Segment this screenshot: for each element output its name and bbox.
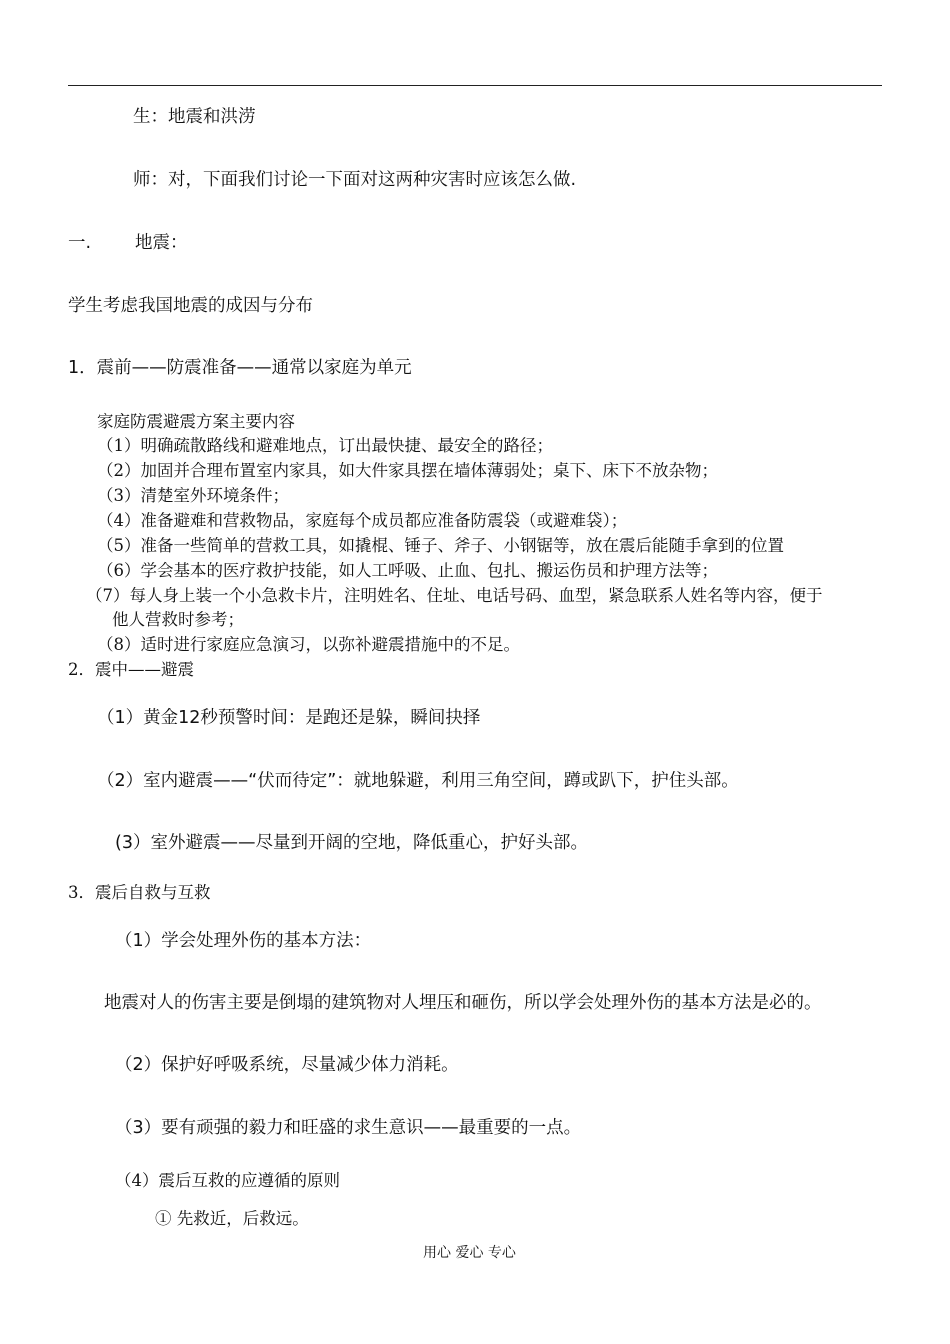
plan-item: （8）适时进行家庭应急演习，以弥补避震措施中的不足。	[97, 635, 520, 654]
dialogue-student: 生：地震和洪涝	[133, 107, 256, 127]
after-paragraph: 地震对人的伤害主要是倒塌的建筑物对人埋压和砸伤，所以学会处理外伤的基本方法是必的。	[104, 993, 822, 1013]
plan-item: （5）准备一些简单的营救工具，如撬棍、锤子、斧子、小钢锯等，放在震后能随手拿到的位置	[97, 536, 784, 555]
principle-item: ① 先救近，后救远。	[155, 1209, 309, 1228]
page-footer: 用心 爱心 专心	[423, 1245, 516, 1261]
plan-item: （2）加固并合理布置室内家具，如大件家具摆在墙体薄弱处；桌下、床下不放杂物；	[97, 461, 718, 480]
plan-title: 家庭防震避震方案主要内容	[97, 412, 295, 431]
header-rule	[68, 85, 882, 86]
plan-item: （7）每人身上装一个小急救卡片，注明姓名、住址、电话号码、血型，紧急联系人姓名等内容，便于	[86, 586, 823, 605]
heading-after-quake: 3．震后自救与互救	[68, 883, 211, 902]
plan-item: （3）清楚室外环境条件；	[97, 486, 289, 505]
plan-item: （4）准备避难和营救物品，家庭每个成员都应准备防震袋（或避难袋）；	[97, 511, 628, 530]
after-item: （4）震后互救的应遵循的原则	[115, 1171, 340, 1190]
heading-before-quake: 1．震前——防震准备——通常以家庭为单元	[68, 358, 412, 378]
plan-item: （6）学会基本的医疗救护技能，如人工呼吸、止血、包扎、搬运伤员和护理方法等；	[97, 561, 718, 580]
dialogue-teacher: 师：对，下面我们讨论一下面对这两种灾害时应该怎么做.	[133, 170, 577, 190]
after-item: （1）学会处理外伤的基本方法：	[115, 931, 372, 951]
plan-item: （1）明确疏散路线和避难地点，订出最快捷、最安全的路径；	[97, 436, 553, 455]
section-title: 地震：	[135, 233, 188, 253]
heading-during-quake: 2．震中——避震	[68, 660, 194, 679]
after-item: （3）要有顽强的毅力和旺盛的求生意识——最重要的一点。	[115, 1118, 582, 1138]
plan-item-continuation: 他人营救时参考；	[112, 610, 244, 629]
during-item: （2）室内避震——“伏而待定”：就地躲避，利用三角空间，蹲或趴下，护住头部。	[97, 771, 739, 791]
during-item: (3）室外避震——尽量到开阔的空地，降低重心，护好头部。	[115, 833, 588, 853]
after-item: （2）保护好呼吸系统，尽量减少体力消耗。	[115, 1055, 459, 1075]
paragraph-intro: 学生考虑我国地震的成因与分布	[68, 296, 313, 316]
section-number: 一.	[68, 233, 92, 253]
during-item: （1）黄金12秒预警时间：是跑还是躲，瞬间抉择	[97, 708, 481, 728]
